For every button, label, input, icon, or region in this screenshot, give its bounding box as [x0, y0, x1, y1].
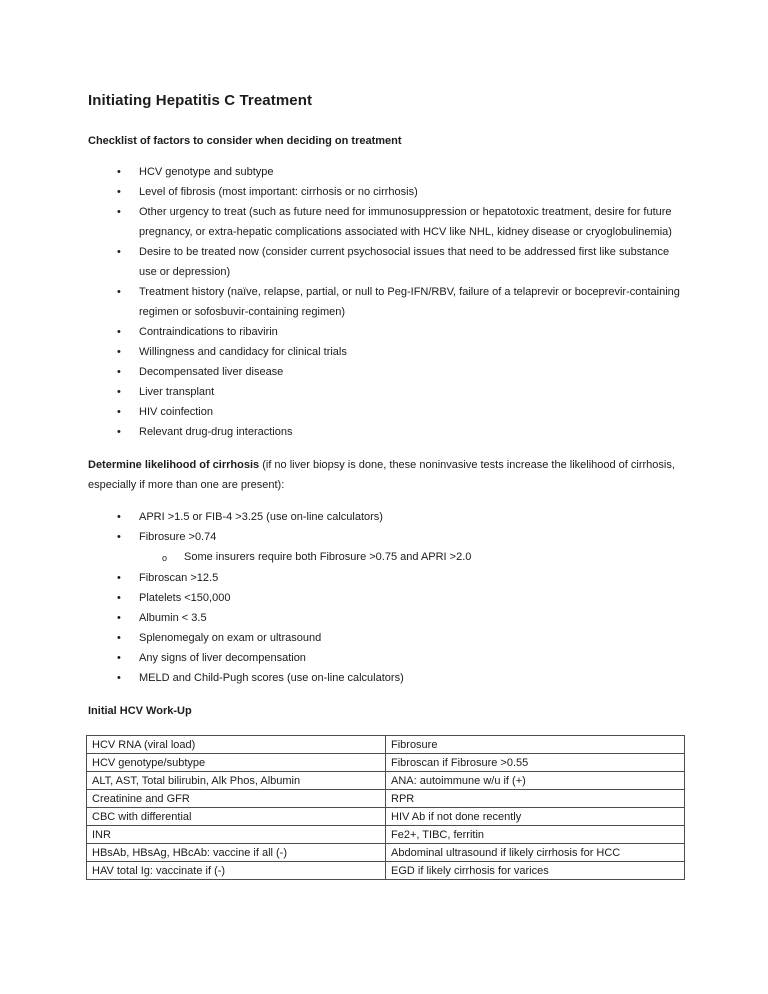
list-item: [88, 202, 684, 242]
table-row: [87, 754, 685, 772]
table-cell: HAV total Ig: vaccinate if (-): [87, 862, 386, 880]
list-item-text: HCV genotype and subtype: [139, 166, 274, 178]
page-title: Initiating Hepatitis C Treatment: [88, 92, 313, 109]
list-item-text: Willingness and candidacy for clinical trials: [139, 346, 347, 358]
list-item: [88, 507, 684, 527]
list-item: [88, 588, 684, 608]
list-item: [88, 382, 684, 402]
table-cell: HCV RNA (viral load): [87, 736, 386, 754]
bullet-icon: •: [117, 426, 121, 438]
list-item-text: Some insurers require both Fibrosure >0.75 and APRI >2.0: [184, 551, 472, 563]
list-item-text: Platelets <150,000: [139, 592, 231, 604]
list-item-text: Any signs of liver decompensation: [139, 652, 306, 664]
workup-heading: Initial HCV Work-Up: [88, 705, 192, 717]
bullet-icon: •: [117, 672, 121, 684]
list-sub-item: [88, 547, 684, 568]
list-item: [88, 282, 684, 322]
table-cell: Fibroscan if Fibrosure >0.55: [386, 754, 685, 772]
list-item-text: Other urgency to treat (such as future need for immunosuppression or hepatotoxic treatment, desire for future pregnancy, or extra-hepatic complications associated with HCV like NHL, kidney disease or cryoglobulinemia): [139, 206, 672, 238]
list-item-text: Liver transplant: [139, 386, 215, 398]
list-item: [88, 242, 684, 282]
table-cell: Abdominal ultrasound if likely cirrhosis for HCC: [386, 844, 685, 862]
checklist-heading: Checklist of factors to consider when deciding on treatment: [88, 135, 402, 147]
table-cell: RPR: [386, 790, 685, 808]
table-row: [87, 790, 685, 808]
list-item: [88, 568, 684, 588]
bullet-icon: •: [117, 572, 121, 584]
list-item: [88, 322, 684, 342]
list-item: [88, 342, 684, 362]
bullet-icon: •: [117, 186, 121, 198]
list-item-text: Albumin < 3.5: [139, 612, 207, 624]
list-item: [88, 608, 684, 628]
table-row: [87, 772, 685, 790]
bullet-icon: •: [117, 286, 121, 298]
list-item: [88, 182, 684, 202]
table-cell: Fe2+, TIBC, ferritin: [386, 826, 685, 844]
table-cell: INR: [87, 826, 386, 844]
bullet-icon: •: [117, 246, 121, 258]
list-item-text: APRI >1.5 or FIB-4 >3.25 (use on-line calculators): [139, 511, 383, 523]
list-item-text: Relevant drug-drug interactions: [139, 426, 293, 438]
list-item-text: Contraindications to ribavirin: [139, 326, 278, 338]
workup-table: [86, 735, 685, 880]
bullet-icon: •: [117, 531, 121, 543]
bullet-icon: •: [117, 366, 121, 378]
table-row: [87, 736, 685, 754]
circle-bullet-icon: o: [162, 553, 168, 563]
table-row: [87, 844, 685, 862]
table-row: [87, 808, 685, 826]
bullet-icon: •: [117, 386, 121, 398]
cirrhosis-heading-bold: Determine likelihood of cirrhosis: [88, 459, 260, 471]
table-row: [87, 862, 685, 880]
table-row: [87, 826, 685, 844]
list-item-text: Splenomegaly on exam or ultrasound: [139, 632, 322, 644]
checklist: [88, 162, 684, 442]
list-item-text: Decompensated liver disease: [139, 366, 284, 378]
bullet-icon: •: [117, 612, 121, 624]
list-item-text: Treatment history (naïve, relapse, partial, or null to Peg-IFN/RBV, failure of a telaprevir or boceprevir-containing regimen or sofosbuvir-containing regimen): [139, 286, 680, 318]
list-item: [88, 402, 684, 422]
cirrhosis-heading-rest: (if no liver biopsy is done, these noninvasive tests increase the likelihood of cirrhosis, especially if more than one are present):: [88, 459, 675, 491]
table-cell: ANA: autoimmune w/u if (+): [386, 772, 685, 790]
bullet-icon: •: [117, 166, 121, 178]
list-item-text: Level of fibrosis (most important: cirrhosis or no cirrhosis): [139, 186, 418, 198]
bullet-icon: •: [117, 326, 121, 338]
list-item: [88, 527, 684, 547]
cirrhosis-heading: [88, 455, 684, 495]
bullet-icon: •: [117, 206, 121, 218]
table-cell: ALT, AST, Total bilirubin, Alk Phos, Albumin: [87, 772, 386, 790]
table-cell: EGD if likely cirrhosis for varices: [386, 862, 685, 880]
list-item: [88, 668, 684, 688]
list-item-text: MELD and Child-Pugh scores (use on-line calculators): [139, 672, 404, 684]
bullet-icon: •: [117, 346, 121, 358]
list-item-text: Fibroscan >12.5: [139, 572, 219, 584]
table-cell: HCV genotype/subtype: [87, 754, 386, 772]
list-item-text: Fibrosure >0.74: [139, 531, 217, 543]
bullet-icon: •: [117, 652, 121, 664]
table-cell: HBsAb, HBsAg, HBcAb: vaccine if all (-): [87, 844, 386, 862]
list-item: [88, 162, 684, 182]
table-cell: Fibrosure: [386, 736, 685, 754]
cirrhosis-list: [88, 507, 684, 688]
table-cell: HIV Ab if not done recently: [386, 808, 685, 826]
table-cell: Creatinine and GFR: [87, 790, 386, 808]
bullet-icon: •: [117, 406, 121, 418]
list-item: [88, 422, 684, 442]
table-cell: CBC with differential: [87, 808, 386, 826]
list-item: [88, 628, 684, 648]
bullet-icon: •: [117, 632, 121, 644]
bullet-icon: •: [117, 511, 121, 523]
list-item-text: HIV coinfection: [139, 406, 213, 418]
list-item: [88, 648, 684, 668]
list-item-text: Desire to be treated now (consider current psychosocial issues that need to be addressed first like substance use or depression): [139, 246, 670, 278]
bullet-icon: •: [117, 592, 121, 604]
list-item: [88, 362, 684, 382]
